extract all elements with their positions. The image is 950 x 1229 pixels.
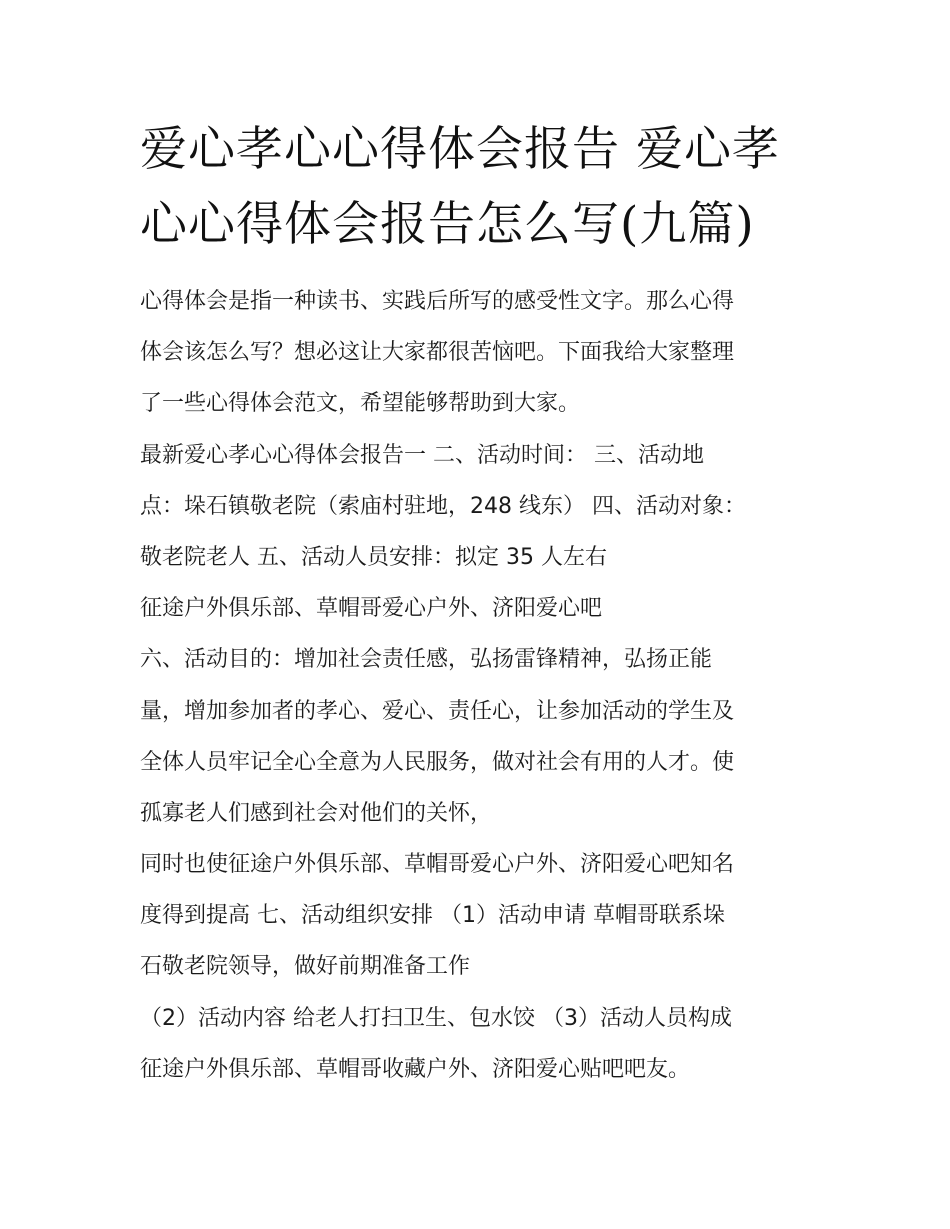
document-body bbox=[140, 276, 840, 1095]
body-line: 敬老院老人 五、活动人员安排：拟定 35 人左右 bbox=[140, 544, 607, 570]
title-line: 爱心孝心心得体会报告 爱心孝 bbox=[140, 122, 780, 177]
body-line: 全体人员牢记全心全意为人民服务，做对社会有用的人才。使 bbox=[140, 749, 735, 775]
body-line: 六、活动目的：增加社会责任感，弘扬雷锋精神，弘扬正能 bbox=[140, 647, 713, 673]
body-line: 量，增加参加者的孝心、爱心、责任心，让参加活动的学生及 bbox=[140, 698, 735, 724]
body-line: 石敬老院领导，做好前期准备工作 bbox=[140, 954, 471, 980]
body-line: 最新爱心孝心心得体会报告一 二、活动时间： 三、活动地 bbox=[140, 442, 704, 468]
body-line: （2）活动内容 给老人打扫卫生、包水饺 （3）活动人员构成 bbox=[140, 1005, 732, 1031]
title-line: 心心得体会报告怎么写(九篇) bbox=[140, 197, 755, 252]
body-line: 度得到提高 七、活动组织安排 （1）活动申请 草帽哥联系垛 bbox=[140, 903, 725, 929]
body-line: 心得体会是指一种读书、实践后所写的感受性文字。那么心得 bbox=[140, 289, 735, 314]
body-line: 征途户外俱乐部、草帽哥爱心户外、济阳爱心吧 bbox=[140, 596, 603, 622]
body-line: 孤寡老人们感到社会对他们的关怀， bbox=[140, 800, 493, 826]
body-line: 同时也使征途户外俱乐部、草帽哥爱心户外、济阳爱心吧知名 bbox=[140, 852, 735, 878]
body-line: 体会该怎么写？想必这让大家都很苦恼吧。下面我给大家整理 bbox=[140, 340, 735, 366]
body-line: 了一些心得体会范文，希望能够帮助到大家。 bbox=[140, 391, 581, 417]
document-title bbox=[140, 112, 840, 262]
body-line: 点：垛石镇敬老院（索庙村驻地，248 线东） 四、活动对象： bbox=[140, 493, 746, 519]
body-line: 征途户外俱乐部、草帽哥收藏户外、济阳爱心贴吧吧友。 bbox=[140, 1056, 691, 1082]
